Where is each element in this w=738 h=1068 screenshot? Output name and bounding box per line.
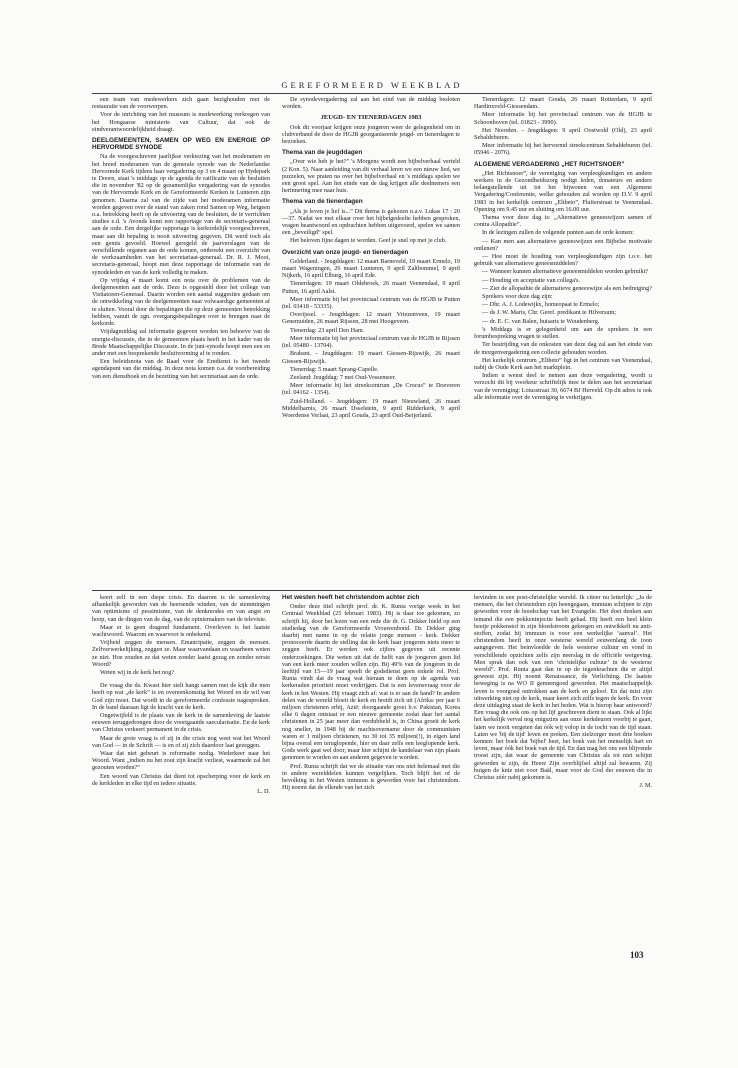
paragraph: Meer informatie bij het streekcentrum „De Crocus” te Doeveren (tel. 04162 - 1354). [282, 382, 460, 397]
paragraph: Vrijdagmiddag zal informatie gegeven worden ten behoeve van de energie-discussie, die in de gemeenten plaats heeft in het kader van de Brede Maatschappelijke Discussie. In de juni-synode hoopt men een en ander met een besprekende besluitvorming af te ronden. [92, 328, 270, 357]
list-item: — Ziet de allopathie de alternatieve geneeswijze als een bedreiging? [482, 284, 652, 292]
paragraph: Op vrijdag 4 maart komt een nota over de problemen van de deelgemeenten aan de orde. Deze is opgesteld door het college van Visitatoren-Generaal. Daarin worden een aantal suggesties gedaan om de ontwikkeling van de deelgemeenten naar volwaardige gemeenten af te sluiten. Vooral door de bepalingen die op deze gemeenten betrekking hebben, vanuit de zgn. overgangsbepalingen over te brengen naar de kerkorde. [92, 276, 270, 328]
list-item: — Wanneer kunnen alternatieve geneesmiddelen worden gebruikt? [482, 268, 649, 276]
subheading: Overzicht van onze jeugd- en tienerdagen [282, 248, 409, 256]
paragraph: De vraag die ds. Kwast hier stelt hangt samen met de kijk die men heeft op wat „de kerk” is en overeenkomstig het Woord en de wil van God zijn moet. Dat wordt in de gereformeerde confessie nagesproken. In de band daaraan ligt de kracht van de kerk. [92, 682, 270, 711]
paragraph: Meer informatie bij het provinciaal centrum van de HGJB te Schoonhoven (tel. 01823 - 3990). [474, 111, 652, 126]
article-title: Het westen heeft het christendom achter zich [282, 594, 420, 601]
list-item: — Houding en acceptatie van collega's. [482, 276, 581, 284]
paragraph: Ook dit voorjaar krijgen onze jongeren weer de gelegenheid om in clubverband de door de HGJB georganiseerde jeugd- en tienerdagen te bezoeken. [282, 123, 460, 146]
paragraph: Overijssel. - Jeugddagen: 12 maart Vriezenveen, 19 maart Genemuiden, 26 maart Rijssen, 28 mei Hoogeveen. [282, 311, 460, 326]
paragraph: Sprekers voor deze dag zijn: [482, 293, 553, 301]
paragraph: „Het Richtsnoer”, de vereniging van verpleegkundigen en andere werkers in de Gezondheidszorg nodigt leden, donateurs en andere belangstellende uit tot het bijwonen van een Algemene Vergadering/Conferentie, welke gehouden zal worden op D.V. 9 april 1983 in het kerkelijk centrum „Eltheto”, Fluiterstraat te Veenendaal. Opening om 9.45 uur en sluiting om 16.00 uur. [474, 169, 652, 213]
paragraph: Voor de inrichting van het museum is medewerking verkregen van het Hongaarse ministerie van Cultuur, dat ook de eindverantwoordelijkheid draagt. [92, 111, 270, 133]
section-heading: ALGEMENE VERGADERING „HET RICHTSNOER” [474, 160, 625, 168]
paragraph: „Als je leven je lief is...” Dit thema is gekozen n.a.v. Lukas 17 : 20—37. Nadat we met elkaar over het bijbelgedeelte hebben gesproken, vragen beantwoord en opdrachten hebben uitgevoerd, spelen we samen een „beveiligd” spel. [282, 207, 460, 237]
paragraph: Zeeland: Jeugddag: 7 mei Oud-Vossemeer. [290, 373, 396, 381]
paragraph: Een woord van Christus dat dient tot opscherping voor de kerk en de kerkleden in elke tijd en iedere situatie. [92, 772, 270, 787]
bottom-column-3 [474, 594, 652, 954]
paragraph: Tienerdag: 5 maart Sprang-Capelle. [290, 365, 379, 373]
paragraph: een team van medewerkers zich gaan bezighouden met de restauratie van de voorwerpen. [92, 96, 270, 111]
paragraph: Weten wij in de kerk het nog? [100, 669, 175, 677]
paragraph: De synodevergadering zal aan het eind van de middag besloten worden. [282, 96, 460, 111]
paragraph: Maar er is geen dragend fundament. Overleven is het laatste wachtwoord. Waarom en waarvoor is onbekend. [92, 623, 270, 639]
paragraph: Het Noorden. - Jeugddagen: 9 april Oostwold (Old), 23 april Sebaldeburen. [474, 126, 652, 142]
paragraph: Het kerkelijk centrum „Eltheto” ligt in het centrum van Veenendaal, nabij de Oude Kerk aan het marktplein. [474, 356, 652, 371]
section-heading: DEELGEMEENTEN, SAMEN OP WEG EN ENERGIE OP HERVORMDE SYNODE [92, 137, 270, 152]
list-item: — Dhr. A. J. Lodewijkx, homeopaat te Ermelo; [482, 301, 600, 309]
paragraph: Thema voor deze dag is: „Alternatieve geneeswijzen samen of contra Allopathie”. [474, 214, 652, 229]
list-item: — ds J. W. Maris, Chr. Geref. predikant te Hilversum; [482, 309, 617, 317]
paragraph: Tienerdagen: 12 maart Gouda, 26 maart Rotterdam, 9 april Hardinxveld-Giessendam. [474, 96, 652, 111]
list-item: — Kan men aan alternatieve geneeswijzen een Bijbelse motivatie ontlenen? [474, 237, 652, 252]
paragraph: Ter bestrijding van de onkosten van deze dag zal aan het einde van de morgenvergadering een collecte gehouden worden. [474, 341, 652, 356]
paragraph: Ongetwijfeld is de plaats van de kerk in de samenleving de laatste eeuwen teruggedrongen door de voortgaande saecularisatie. En de kerk van Christus verkeert permanent in de crisis. [92, 712, 270, 734]
paragraph: In de lezingen zullen de volgende punten aan de orde komen: [482, 229, 634, 237]
column-3 [474, 96, 652, 546]
paragraph: 's Middags is er gelegenheid om aan de sprekers in een forumbespreking vragen te stellen. [474, 325, 652, 341]
paragraph: Indien u wenst deel te nemen aan deze vergadering, wordt u verzocht dit bij voorkeur schriftelijk mee te delen aan het secretariaat van de vereniging: Lotusstraat 30, 6674 BJ Herveld. Op dit adres is ook alle informatie over de vereniging te verkrijgen. [474, 372, 652, 401]
author-signature: L. D. [257, 788, 270, 796]
paragraph: Een beleidsnota van de Raad voor de Eredienst is het tweede agendapunt van die middag. In deze nota komen o.a. de voorbereiding van een dienstboek en de bezetting van het secretariaat aan de orde. [92, 358, 270, 380]
paragraph: Onder deze titel schrijft prof. dr. K. Runia vorige week in het Centraal Weekblad (25 februari 1983). Hij is daar toe gekomen, zo schrijft hij, door het lezen van een rede die dr. G. Dekker hield op een studiedag van de Gereformeerde Vrouwenbond. Dr. Dekker ging daarbij met name in op de relatie jonge mensen - kerk. Dekker pronoceerde daarin de stelling dat de kerk haar jongeren niets meer te zeggen heeft. Er werden ook cijfers gegeven uit recente onderzoekingen. Die weten uit dat de helft van de jongeren geen lid van een kerk meer zouden willen zijn. Bij 49% van de jongeren in de leeftijd van 15—19 jaar speelt de godsdienst geen enkele rol. Prof. Runia vindt dat de vraag wat hieraan te doen op de agenda van kerkeraden prioriteit moet verkrijgen. Dat is een levensvraag voor de kerk in het Westen. Hij vraagt zich af: wat is er aan de hand? In andere delen van de wereld bloeit de kerk en breidt zich uit (Afrika: per jaar 6 miljoen christenen erbij, Azië: doorgaande groei b.v. Pakistan, Korea elke 6 dagen ontstaat er een nieuwe gemeente zodat daar het aantal christenen in 25 jaar meer dan verdubbeld is, in China groeit de kerk nog sneller, in 1948 bij de machtsovername door de communisten waren er 1 miljoen christenen, nu 30 tot 35 miljoen(!), in eigen land bijna overal een teruglopende, hier en daar zelfs een leeglopende kerk. Gods werk gaat wel door, maar hier schijnt de kandelaar van zijn plaats genomen te worden en aan anderen gegeven te worden. [282, 603, 460, 762]
page-number: 103 [630, 950, 644, 960]
paragraph: Tienerdag: 23 april Den Ham. [290, 326, 365, 334]
paragraph: Meer informatie bij het hervormd streekcentrum Sebaldeburen (tel. 05946 - 2076). [474, 142, 652, 157]
paragraph: Gelderland. - Jeugddagen: 12 maart Barneveld, 19 maart Ermelo, 19 maart Wageningen, 26 maart Lunteren, 9 april Zaltbommel, 9 april Nijkerk, 16 april Elburg, 16 april Ede. [282, 257, 460, 280]
running-header: GEREFORMEERD WEEKBLAD [92, 80, 652, 94]
paragraph: Tienerdagen: 19 maart Oldebroek, 26 maart Veenendaal, 9 april Putten, 16 april Aalst. [282, 280, 460, 295]
column-1 [92, 96, 270, 526]
subheading: Thema van de tienerdagen [282, 198, 363, 206]
paragraph: Het beloven fijne dagen te worden. Geef je snel op met je club. [290, 237, 447, 245]
paragraph: Prof. Runia schrijft dat we de situatie van ons niet helemaal met die in andere werelddelen kunnen vergelijken. Toch blijft het of de bevolking in het Westen immuun is geworden voor het christendom. Hij noemt dat de ellende van het zich [282, 762, 460, 792]
paragraph: Zuid-Holland. - Jeugddagen: 19 maart Nieuwland, 26 maart Middelharnis, 26 maart IJsselstein, 9 april Ridderkerk, 9 april Woerdense Verlaat, 23 april Gouda, 23 april Oud-Beijerland. [282, 397, 460, 419]
paragraph: keert zelf in een diepe crisis. En daarom is de samenleving afhankelijk geworden van de heersende winden, van de stemmingen van optimisme of pessimisme, van de denkmodes en van angst en hoop, van de dingen van de dag, van de opiniemakers van de televisie. [92, 594, 270, 623]
list-item: — Hoe moet de houding van verpleegkundigen zijn t.o.v. het gebruik van alternatieve geneesmiddelen? [474, 253, 652, 268]
paragraph: Waar dat niet gebeurt is reformatie nodig. Wederkeer naar het Woord. Want „indien nu het zout zijn kracht verliest, waarmede zal het gezouten worden?” [92, 750, 270, 772]
paragraph: „Over wie heb je het?” 's Morgens wordt een bijbelverhaal verteld (2 Kon. 5). Naar aanleiding van dit verhaal leren we een nieuw lied, we puzzelen, we praten na over het bijbelverhaal en 's middags spelen we een groot spel. Aan het einde van de dag krijgen alle deelnemers een herinnering mee naar huis. [282, 158, 460, 195]
paragraph: Na de voorgeschreven jaarlijkse verkiezing van het moderamen en het breed moderamen van de generale synode van de Nederlandse Hervormde Kerk tijdens haar vergadering op 3 en 4 maart op Hydepark te Doorn, staat 's middags op de agenda de ratificatie van de besluiten die in november '82 op de gezamenlijke vergadering van de synodes van de Hervormde Kerk en de Gereformeerde Kerken te Lunteren zijn genomen. Daarna zal van de zijde van het moderamen informatie worden gegeven over de stand van zaken rond Samen op Weg, hetgeen o.a. betrekking heeft op de uitvoering van de besluiten, de te verrichten studies e.d. 's Avonds komt een rapportage van de secretaris-generaal aan de orde. Een dergelijke rapportage is kerkordelijk voorgeschreven, maar aan dit bepaling is nooit uitvoering gegeven. Dit werd toch als een gemis gevoeld. Hoewel geregeld de jaarverslagen van de verschillende organen aan de orde komen, ontbreekt een overzicht van de werkzaamheden van het secretariaat-generaal. Dr. R. J. Mooi, secretaris-generaal, hoopt met deze rapportage de informatie van de synodeleden en van de kerk volledig te maken. [92, 153, 270, 276]
bottom-column-1 [92, 594, 270, 954]
paragraph: Vrijheid zeggen de mensen. Emancipatie, zeggen de mensen. Zelfverwerkelijking, zeggen ze. Maar waarvandaan en waarheen weten ze niet. Hoe zouden ze dat weten zonder laatst gezag en zonder eerste Woord? [92, 639, 270, 668]
paragraph: Meer informatie bij het provinciaal centrum van de HGJB te Rijssen (tel. 05480 - 13704). [282, 334, 460, 350]
paragraph: Meer informatie bij het provinciaal centrum van de HGJB te Putten (tel. 03418 - 53335). [282, 295, 460, 311]
paragraph: Brabant. - Jeugddagen: 19 maart Giessen-Rijswijk, 26 maart Giessen-Rijswijk. [282, 350, 460, 365]
paragraph: bevinden in een post-christelijke wereld. Ik citeer nu letterlijk: „Ja de mensen, die het christendom zijn heengegaan, immuun schijnen te zijn geworden voor de boodschap van het Evangelie. Het doet denken aan iemand die een pokkeninjectie heeft gehad. Hij heeft een heel klein beetje pokkenstof in zijn bloedstroom gekregen en ontwikkelt nu anti-stoffen, zodat hij immuun is voor een werkelijke ‘aanval’. Het christendom heeft in onze westerse wereld eeuwenlang de toon aangegeven. Het beinvloedde de hele westerse cultuur en vond in verschillende opzichten zelfs zijn neerslag in de officiële wetgeving. Men sprak dan ook van een ‘christelijke cultuur’ in de westerse wereld”. Prof. Runia gaat dan in op de tegenkrachten die er altijd geweest zijn. Hij noemt Renaissance, de Verlichting. De laatste beweging is na WO II gemeengoed geworden. Het maatschappelijk leven is voorgoed ontrokken aan de kerk en geloof. En dat mist zijn uitwerking niet op de kerk, maar keert zich zelfs tegen de kerk. En voor deze uitdaging staat de kerk in het heden. Wat is hierop haar antwoord? Een vraag die ook ons op het lijf geschreven dient te staan. Ook al lijkt het kerkelijk verval nog enigszins aan onze kerkdeuren voorbij te gaan, laten we nooit vergeten dat óók wij volop in de tocht van de tijd staan. Laten we 'bij de tijd' leven en preken. Een zielzorger moet drie boeken kennen: het boek dat 'bijbel' heet, het boek van het menselijk hart en leven, maar óók het boek van de tijd. En dan mag het ons een blijvende troost zijn, dat waar de gemeente van Christus als tot niet schijnt geworden te zijn, de Heere Zijn overblijfsel altijd zal bewaren. Zij buigen de knie niet voor Baäl, maar voor de God der eeuwen die in Christus zéér nabij gekomen is. [474, 594, 652, 782]
subheading: Thema van de jeugddagen [282, 149, 363, 157]
list-item: — dr. E. C. van Balen, huisarts te Woudenberg. [482, 317, 600, 325]
section-divider [92, 590, 652, 591]
paragraph: Maar de grote vraag is of zij in die crisis nog weet wat het Woord van God — in de Schrift — is en of zij zich daardoor laat gezeggen. [92, 734, 270, 749]
section-heading: JEUGD- EN TIENERDAGEN 1983 [320, 114, 422, 122]
bottom-column-2 [282, 594, 460, 954]
author-signature: J. M. [639, 782, 652, 790]
column-2 [282, 96, 460, 586]
